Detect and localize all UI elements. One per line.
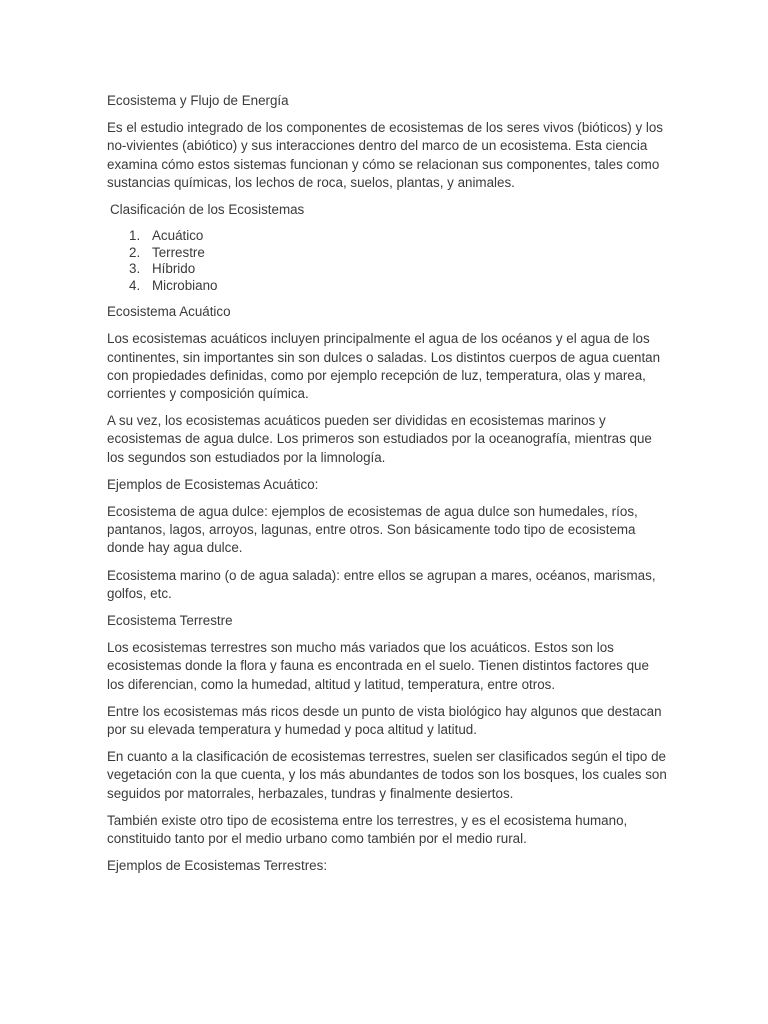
list-item-label: Híbrido <box>152 261 196 277</box>
list-item <box>107 278 667 295</box>
document-page <box>107 92 667 885</box>
aquatic-paragraph-2: A su vez, los ecosistemas acuáticos pueden ser divididas en ecosistemas marinos y ecosistemas de agua dulce. Los primeros son estudiados por la oceanografía, mientras que los segundos son estudiados por la limnología. <box>107 413 652 465</box>
aquatic-examples-heading: Ejemplos de Ecosistemas Acuático: <box>107 476 319 492</box>
list-item <box>107 245 667 262</box>
list-item <box>107 261 667 278</box>
intro-paragraph: Es el estudio integrado de los componentes de ecosistemas de los seres vivos (bióticos) y los no-vivientes (abiótico) y sus interacciones dentro del marco de un ecosistema. Esta ciencia examina cómo estos sistemas funcionan y cómo se relacionan sus componentes, tales como sustancias químicas, los lechos de roca, suelos, plantas, y animales. <box>107 120 663 190</box>
terrestrial-paragraph-1: Los ecosistemas terrestres son mucho más variados que los acuáticos. Estos son los ecosistemas donde la flora y fauna es encontrada en el suelo. Tienen distintos factores que los diferencian, como la humedad, altitud y latitud, temperatura, entre otros. <box>107 640 649 692</box>
terrestrial-heading: Ecosistema Terrestre <box>107 613 233 629</box>
list-item <box>107 228 667 245</box>
terrestrial-examples-heading: Ejemplos de Ecosistemas Terrestres: <box>107 858 328 874</box>
list-number: 2. <box>129 244 141 260</box>
list-number: 3. <box>129 261 141 277</box>
terrestrial-paragraph-4: También existe otro tipo de ecosistema entre los terrestres, y es el ecosistema humano, constituido tanto por el medio urbano como también por el medio rural. <box>107 812 628 847</box>
terrestrial-paragraph-3: En cuanto a la clasificación de ecosistemas terrestres, suelen ser clasificados según el tipo de vegetación con la que cuenta, y los más abundantes de todos son los bosques, los cuales son seguidos por matorrales, herbazales, tundras y finalmente desiertos. <box>107 749 667 801</box>
marine-example-paragraph: Ecosistema marino (o de agua salada): entre ellos se agrupan a mares, océanos, marismas, golfos, etc. <box>107 567 656 601</box>
document-title: Ecosistema y Flujo de Energía <box>107 93 289 108</box>
list-item-label: Acuático <box>152 228 204 244</box>
classification-list <box>107 228 667 294</box>
list-number: 1. <box>129 228 141 244</box>
terrestrial-paragraph-2: Entre los ecosistemas más ricos desde un punto de vista biológico hay algunos que destacan por su elevada temperatura y humedad y poca altitud y latitud. <box>107 703 662 738</box>
aquatic-heading: Ecosistema Acuático <box>107 304 231 320</box>
freshwater-example-paragraph: Ecosistema de agua dulce: ejemplos de ecosistemas de agua dulce son humedales, ríos, pantanos, lagos, arroyos, lagunas, entre otros. Son básicamente todo tipo de ecosistema donde hay agua dulce. <box>107 504 638 556</box>
list-item-label: Microbiano <box>152 277 218 293</box>
classification-heading: Clasificación de los Ecosistemas <box>110 202 305 218</box>
list-number: 4. <box>129 277 141 293</box>
aquatic-paragraph-1: Los ecosistemas acuáticos incluyen principalmente el agua de los océanos y el agua de los continentes, sin importantes sin son dulces o saladas. Los distintos cuerpos de agua cuentan con propiedades definidas, como por ejemplo recepción de luz, temperatura, olas y marea, corrientes y composición química. <box>107 331 661 402</box>
list-item-label: Terrestre <box>152 244 205 260</box>
